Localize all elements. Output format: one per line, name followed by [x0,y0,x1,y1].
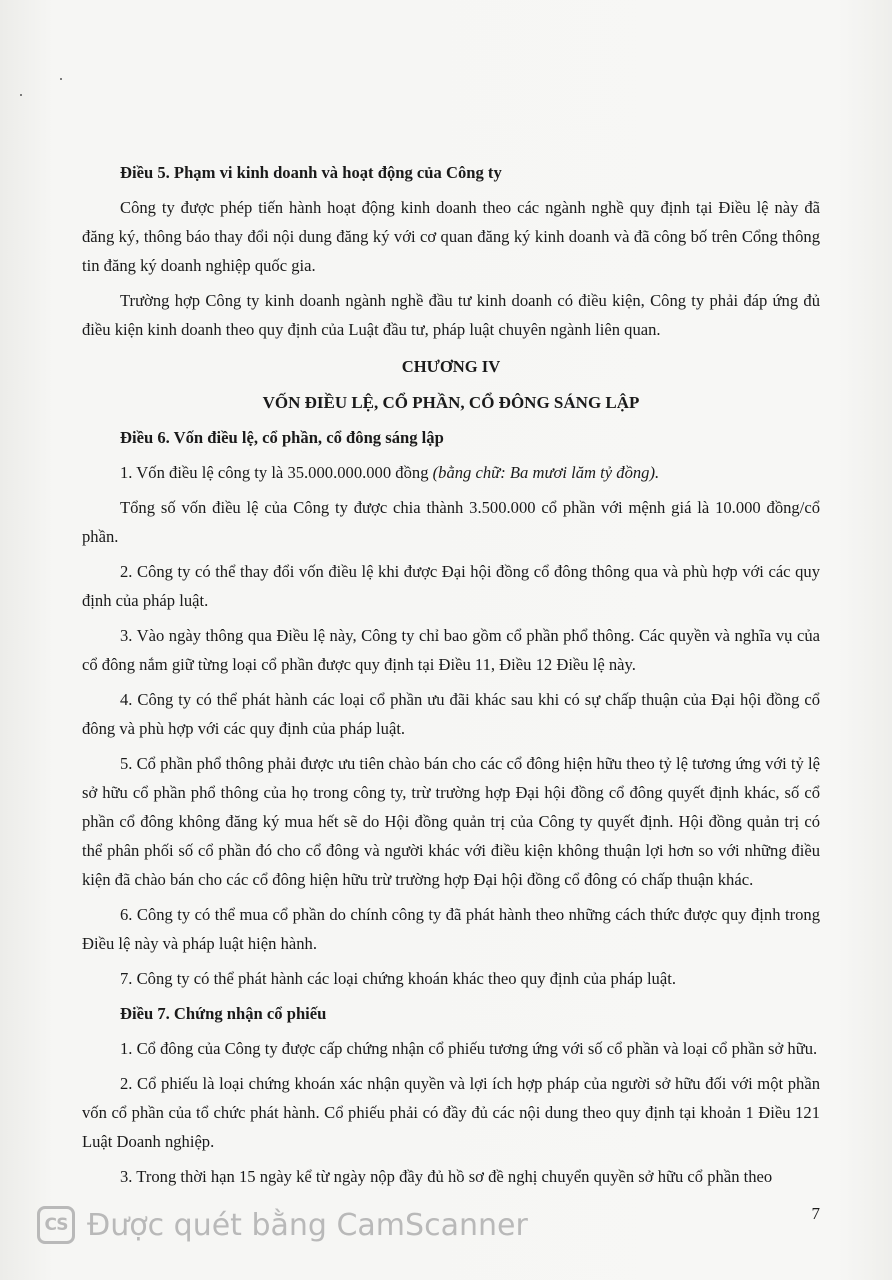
article-6-item-1-italic: (bằng chữ: Ba mươi lăm tỷ đồng). [432,463,660,482]
article-6-item-5: 5. Cổ phần phổ thông phải được ưu tiên chào bán cho các cổ đông hiện hữu theo tỷ lệ tương ứng với tỷ lệ sở hữu cổ phần phổ thông của họ trong công ty, trừ trường hợp Đại hội đồng cổ đông quyết định khác, số cổ phần cổ đông không đăng ký mua hết sẽ do Hội đồng quản trị của Công ty quyết định. Hội đồng quản trị có thể phân phối số cổ phần đó cho cổ đông và người khác với điều kiện không thuận lợi hơn so với những điều kiện đã chào bán cho các cổ đông hiện hữu trừ trường hợp Đại hội đồng cổ đông có chấp thuận khác. [82,754,820,889]
article-6-item-2: 2. Công ty có thể thay đổi vốn điều lệ khi được Đại hội đồng cổ đông thông qua và phù hợp với các quy định của pháp luật. [82,562,820,610]
article-6-heading: Điều 6. Vốn điều lệ, cổ phần, cổ đông sáng lập [120,428,444,447]
article-6-item-1 [82,458,820,487]
article-7-item-1: 1. Cổ đông của Công ty được cấp chứng nhận cổ phiếu tương ứng với số cổ phần và loại cổ phần sở hữu. [120,1039,818,1058]
article-6-item-6: 6. Công ty có thể mua cổ phần do chính công ty đã phát hành theo những cách thức được quy định trong Điều lệ này và pháp luật hiện hành. [82,905,820,953]
watermark-text: Được quét bằng CamScanner [87,1207,528,1243]
page-number: 7 [811,1204,820,1223]
article-5-heading: Điều 5. Phạm vi kinh doanh và hoạt động của Công ty [120,163,502,182]
scan-speck [60,78,62,80]
chapter-number: CHƯƠNG IV [401,357,501,376]
article-7-item-2: 2. Cổ phiếu là loại chứng khoán xác nhận quyền và lợi ích hợp pháp của người sở hữu đối với một phần vốn cổ phần của tổ chức phát hành. Cổ phiếu phải có đầy đủ các nội dung theo quy định tại khoản 1 Điều 121 Luật Doanh nghiệp. [82,1074,820,1151]
chapter-title: VỐN ĐIỀU LỆ, CỔ PHẦN, CỔ ĐÔNG SÁNG LẬP [262,393,640,412]
scan-speck [20,94,22,96]
article-5-paragraph-1: Công ty được phép tiến hành hoạt động kinh doanh theo các ngành nghề quy định tại Điều lệ này đã đăng ký, thông báo thay đổi nội dung đăng ký với cơ quan đăng ký kinh doanh và đã công bố trên Cổng thông tin đăng ký doanh nghiệp quốc gia. [82,198,820,275]
article-5-paragraph-2: Trường hợp Công ty kinh doanh ngành nghề đầu tư kinh doanh có điều kiện, Công ty phải đáp ứng đủ điều kiện kinh doanh theo quy định của Luật đầu tư, pháp luật chuyên ngành liên quan. [82,291,820,339]
camscanner-logo-icon: CS [37,1206,75,1244]
article-7-heading: Điều 7. Chứng nhận cổ phiếu [120,1004,327,1023]
document-body [82,158,820,1191]
article-7-item-3: 3. Trong thời hạn 15 ngày kể từ ngày nộp đầy đủ hồ sơ đề nghị chuyển quyền sở hữu cổ phần theo [120,1167,773,1186]
article-6-item-1-detail: Tổng số vốn điều lệ của Công ty được chia thành 3.500.000 cổ phần với mệnh giá là 10.000 đồng/cổ phần. [82,498,820,546]
article-6-item-7: 7. Công ty có thể phát hành các loại chứng khoán khác theo quy định của pháp luật. [120,969,676,988]
camscanner-watermark [37,1206,528,1244]
article-6-item-1-text: 1. Vốn điều lệ công ty là 35.000.000.000 đồng [120,463,433,482]
article-6-item-4: 4. Công ty có thể phát hành các loại cổ phần ưu đãi khác sau khi có sự chấp thuận của Đại hội đồng cổ đông và phù hợp với các quy định của pháp luật. [82,690,820,738]
article-6-item-3: 3. Vào ngày thông qua Điều lệ này, Công ty chỉ bao gồm cổ phần phổ thông. Các quyền và nghĩa vụ của cổ đông nắm giữ từng loại cổ phần được quy định tại Điều 11, Điều 12 Điều lệ này. [82,626,820,674]
